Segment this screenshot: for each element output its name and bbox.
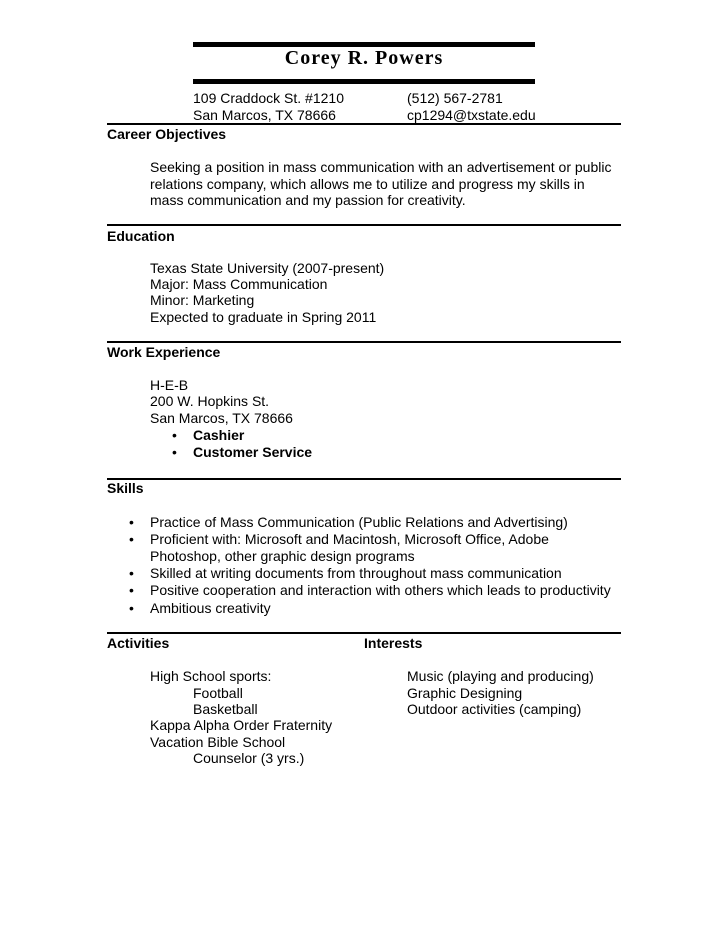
activity-line: Counselor (3 yrs.) (193, 750, 305, 766)
skill-item: Proficient with: Microsoft and Macintosh, Microsoft Office, Adobe (150, 531, 549, 547)
bullet-icon: • (172, 427, 177, 443)
career-line: mass communication and my passion for creativity. (150, 192, 466, 208)
education-heading: Education (107, 228, 175, 244)
work-role: Customer Service (193, 444, 313, 460)
skill-item: Practice of Mass Communication (Public Relations and Advertising) (150, 514, 568, 530)
resume-name: Corey R. Powers (284, 47, 444, 69)
interest-line: Outdoor activities (camping) (407, 701, 582, 717)
work-role: Cashier (193, 427, 245, 443)
divider (107, 478, 621, 480)
activity-line: Kappa Alpha Order Fraternity (150, 717, 333, 733)
education-line: Major: Mass Communication (150, 276, 328, 292)
activity-line: Football (193, 685, 243, 701)
header-bottom-bar (193, 79, 535, 84)
skills-heading: Skills (107, 480, 144, 496)
activity-line: Vacation Bible School (150, 734, 286, 750)
email: cp1294@txstate.edu (407, 107, 536, 123)
interest-line: Graphic Designing (407, 685, 523, 701)
work-line: 200 W. Hopkins St. (150, 393, 270, 409)
activities-heading: Activities (107, 635, 170, 651)
bullet-icon: • (172, 444, 177, 460)
address-line-2: San Marcos, TX 78666 (193, 107, 336, 123)
interest-line: Music (playing and producing) (407, 668, 594, 684)
work-line: San Marcos, TX 78666 (150, 410, 293, 426)
divider (107, 632, 621, 634)
work-heading: Work Experience (107, 344, 221, 360)
bullet-icon: • (129, 600, 134, 616)
education-line: Texas State University (2007-present) (150, 260, 385, 276)
skill-item: Skilled at writing documents from throughout mass communication (150, 565, 562, 581)
activity-line: Basketball (193, 701, 258, 717)
education-line: Minor: Marketing (150, 292, 255, 308)
bullet-icon: • (129, 514, 134, 530)
skill-item: Positive cooperation and interaction with others which leads to productivity (150, 582, 611, 598)
education-line: Expected to graduate in Spring 2011 (150, 309, 377, 325)
career-heading: Career Objectives (107, 126, 227, 142)
skill-item-continued: Photoshop, other graphic design programs (150, 548, 415, 564)
activity-line: High School sports: (150, 668, 272, 684)
skill-item: Ambitious creativity (150, 600, 271, 616)
career-line: relations company, which allows me to utilize and progress my skills in (150, 176, 585, 192)
interests-heading: Interests (364, 635, 423, 651)
divider (107, 341, 621, 343)
bullet-icon: • (129, 531, 134, 547)
career-line: Seeking a position in mass communication with an advertisement or public (150, 159, 612, 175)
bullet-icon: • (129, 565, 134, 581)
work-line: H-E-B (150, 377, 189, 393)
address-line-1: 109 Craddock St. #1210 (193, 90, 344, 106)
phone: (512) 567-2781 (407, 90, 503, 106)
divider (107, 123, 621, 125)
divider (107, 224, 621, 226)
bullet-icon: • (129, 582, 134, 598)
